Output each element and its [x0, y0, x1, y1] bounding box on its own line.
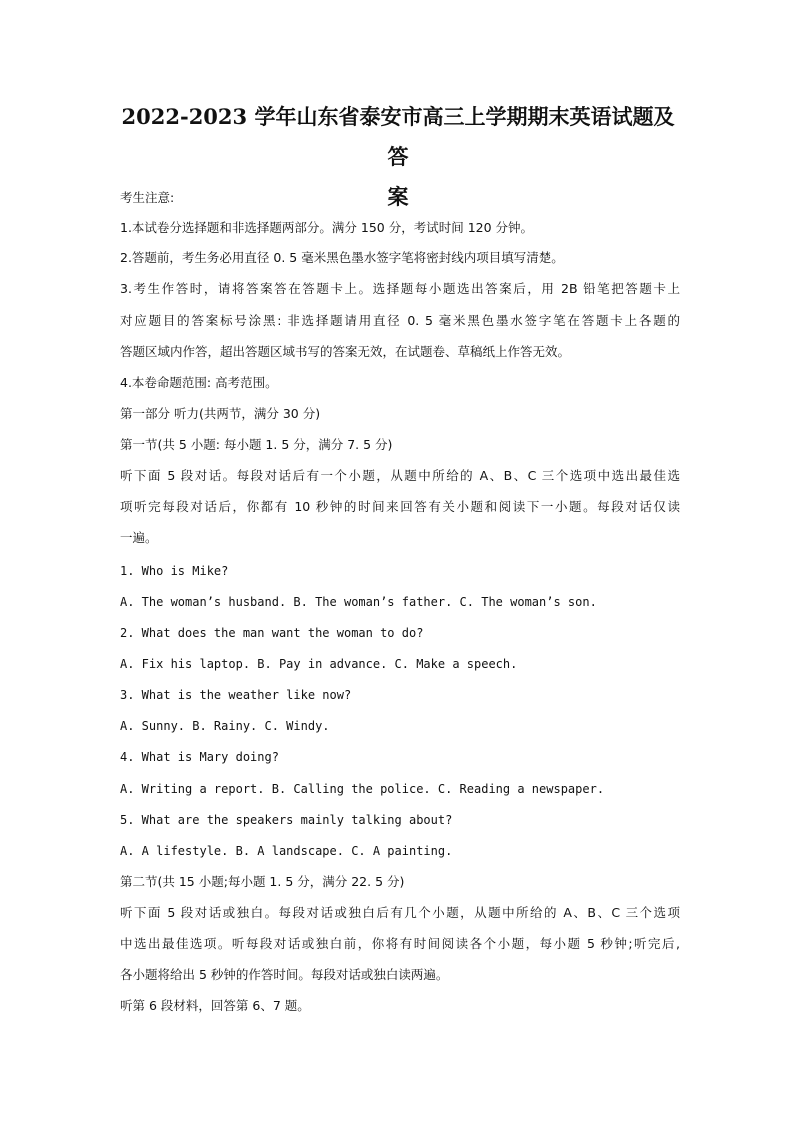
- section1-instructions-line-1: 听下面 5 段对话。每段对话后有一个小题，从题中所给的 A、B、C 三个选项中选出最佳选: [120, 468, 680, 483]
- title-line-2: 案: [387, 184, 409, 209]
- question-1-options: A. The woman’s husband. B. The woman’s father. C. The woman’s son.: [120, 595, 597, 609]
- question-2: 2. What does the man want the woman to do?: [120, 626, 424, 640]
- title-line-1: 2022-2023 学年山东省泰安市高三上学期期末英语试题及答: [121, 104, 675, 169]
- question-4-options: A. Writing a report. B. Calling the police. C. Reading a newspaper.: [120, 782, 605, 796]
- notice-heading: 考生注意:: [120, 190, 175, 205]
- section1-instructions-line-2: 项听完每段对话后，你都有 10 秒钟的时间来回答有关小题和阅读下一小题。每段对话仅读: [120, 499, 680, 514]
- question-4: 4. What is Mary doing?: [120, 750, 279, 764]
- section2-instructions-line-3: 各小题将给出 5 秒钟的作答时间。每段对话或独白读两遍。: [120, 967, 449, 982]
- notice-item-3-line-3: 答题区域内作答，超出答题区域书写的答案无效，在试题卷、草稿纸上作答无效。: [120, 344, 571, 359]
- part1-heading: 第一部分 听力(共两节，满分 30 分): [120, 406, 321, 421]
- question-1: 1. Who is Mike?: [120, 564, 229, 578]
- question-2-options: A. Fix his laptop. B. Pay in advance. C. Make a speech.: [120, 657, 518, 671]
- section1-heading: 第一节(共 5 小题: 每小题 1. 5 分，满分 7. 5 分): [120, 437, 393, 452]
- question-3-options: A. Sunny. B. Rainy. C. Windy.: [120, 719, 330, 733]
- question-3: 3. What is the weather like now?: [120, 688, 352, 702]
- section1-instructions-line-3: 一遍。: [120, 530, 158, 545]
- section2-material-6: 听第 6 段材料，回答第 6、7 题。: [120, 998, 310, 1013]
- notice-item-3-line-1: 3.考生作答时，请将答案答在答题卡上。选择题每小题选出答案后，用 2B 铅笔把答题卡上: [120, 281, 680, 296]
- notice-item-3-line-2: 对应题目的答案标号涂黑: 非选择题请用直径 0. 5 毫米黑色墨水签字笔在答题卡上各题的: [120, 313, 680, 328]
- section2-instructions-line-2: 中选出最佳选项。听每段对话或独白前，你将有时间阅读各个小题，每小题 5 秒钟;听完后,: [120, 936, 680, 951]
- notice-item-2: 2.答题前，考生务必用直径 0. 5 毫米黑色墨水签字笔将密封线内项目填写清楚。: [120, 250, 564, 265]
- notice-item-1: 1.本试卷分选择题和非选择题两部分。满分 150 分，考试时间 120 分钟。: [120, 220, 534, 235]
- section2-instructions-line-1: 听下面 5 段对话或独白。每段对话或独白后有几个小题，从题中所给的 A、B、C 三个选项: [120, 905, 680, 920]
- question-5: 5. What are the speakers mainly talking about?: [120, 813, 453, 827]
- question-5-options: A. A lifestyle. B. A landscape. C. A painting.: [120, 844, 453, 858]
- notice-item-4: 4.本卷命题范围: 高考范围。: [120, 375, 278, 390]
- section2-heading: 第二节(共 15 小题;每小题 1. 5 分，满分 22. 5 分): [120, 874, 405, 889]
